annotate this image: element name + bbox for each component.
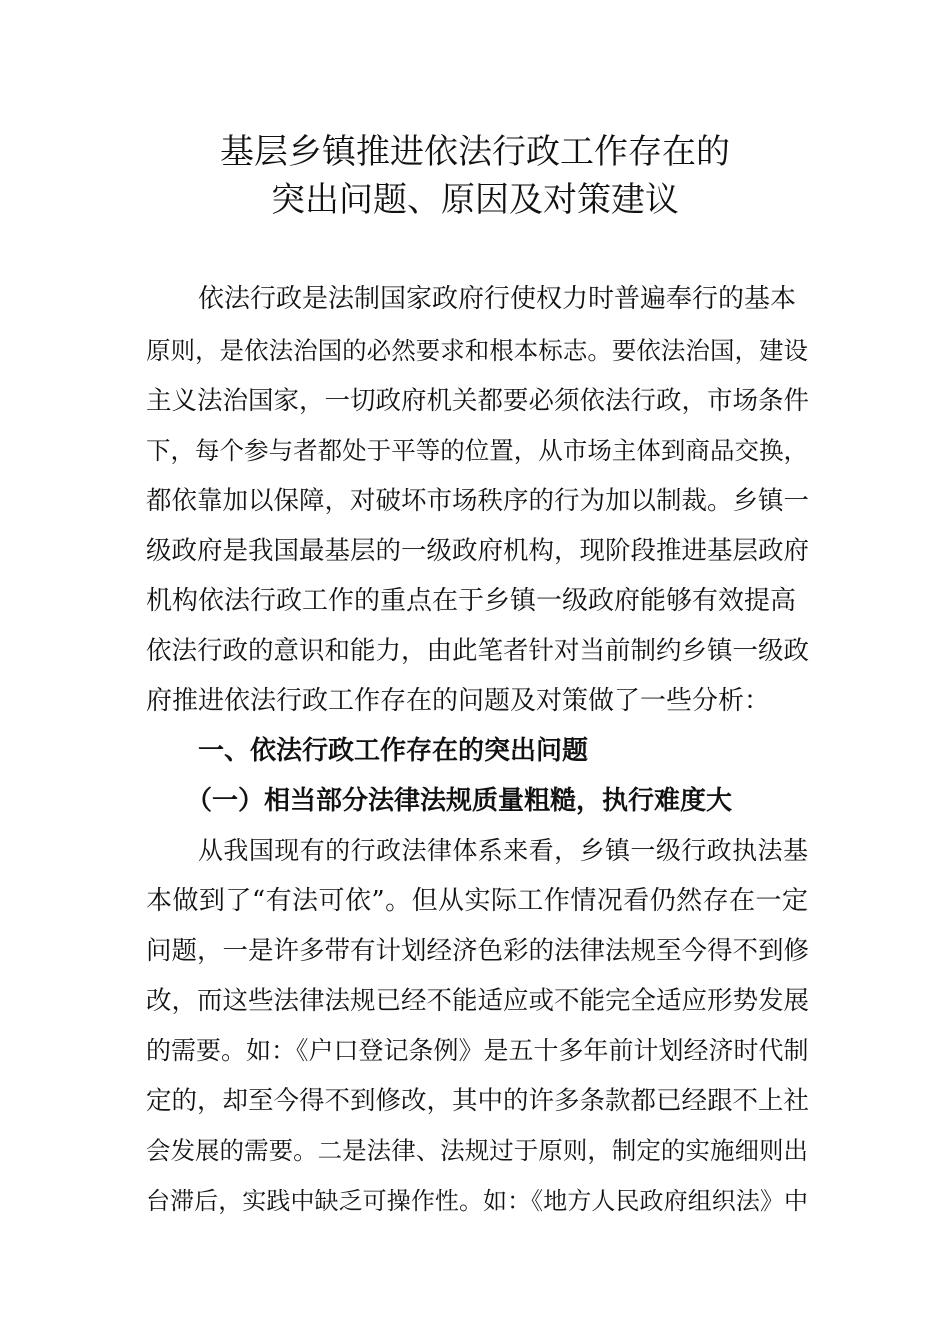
paragraph-line: 依法行政的意识和能力，由此笔者针对当前制约乡镇一级政 (146, 636, 810, 666)
paragraph-line: 下，每个参与者都处于平等的位置，从市场主体到商品交换， (146, 436, 808, 465)
paragraph-line: 定的，却至今得不到修改，其中的许多条款都已经跟不上社 (146, 1086, 810, 1116)
paragraph-line: 依法行政是法制国家政府行使权力时普遍奉行的基本 (198, 284, 797, 314)
paragraph-line: 府推进依法行政工作存在的问题及对策做了一些分析： (146, 686, 771, 716)
paragraph-line: 本做到了“有法可依”。但从实际工作情况看仍然存在一定 (146, 886, 808, 916)
paragraph-line: 都依靠加以保障，对破坏市场秩序的行为加以制裁。乡镇一 (146, 486, 810, 516)
document-title-line-1: 基层乡镇推进依法行政工作存在的 (220, 132, 730, 172)
paragraph-line: 原则，是依法治国的必然要求和根本标志。要依法治国，建设 (146, 336, 808, 365)
subsection-heading: （一）相当部分法律法规质量粗糙，执行难度大 (186, 786, 733, 816)
section-heading: 一、依法行政工作存在的突出问题 (198, 736, 589, 766)
paragraph-line: 机构依法行政工作的重点在于乡镇一级政府能够有效提高 (146, 586, 797, 616)
paragraph-line: 改，而这些法律法规已经不能适应或不能完全适应形势发展 (146, 986, 810, 1016)
paragraph-line: 台滞后，实践中缺乏可操作性。如：《地方人民政府组织法》中 (146, 1187, 808, 1215)
paragraph-line: 从我国现有的行政法律体系来看，乡镇一级行政执法基 (198, 836, 808, 865)
paragraph-line: 主义法治国家，一切政府机关都要必须依法行政，市场条件 (146, 386, 810, 416)
paragraph-line: 的需要。如：《户口登记条例》是五十多年前计划经济时代制 (146, 1036, 809, 1065)
document-title-line-2: 突出问题、原因及对策建议 (271, 180, 679, 220)
paragraph-line: 会发展的需要。二是法律、法规过于原则，制定的实施细则出 (146, 1136, 808, 1165)
paragraph-line: 问题，一是许多带有计划经济色彩的法律法规至今得不到修 (146, 936, 810, 966)
paragraph-line: 级政府是我国最基层的一级政府机构，现阶段推进基层政府 (146, 536, 810, 566)
